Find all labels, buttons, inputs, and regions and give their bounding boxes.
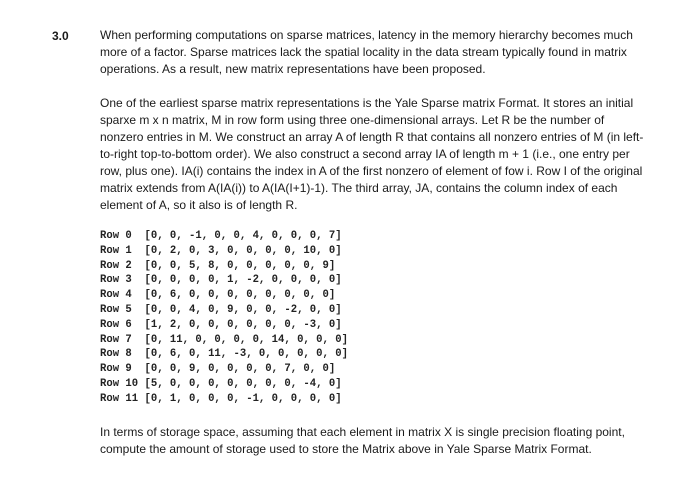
question-body: [100, 27, 645, 458]
question-number: 3.0: [52, 29, 69, 43]
storage-question-paragraph: In terms of storage space, assuming that each element in matrix X is single precision floating point, compute the amount of storage used to store the Matrix above in Yale Sparse Matrix Format.: [100, 424, 625, 456]
matrix-row: Row 4 [0, 6, 0, 0, 0, 0, 0, 0, 0, 0]: [100, 289, 336, 302]
matrix-row: Row 3 [0, 0, 0, 0, 1, -2, 0, 0, 0, 0]: [100, 274, 342, 287]
matrix-row: Row 6 [1, 2, 0, 0, 0, 0, 0, 0, -3, 0]: [100, 318, 342, 331]
matrix-row: Row 9 [0, 0, 9, 0, 0, 0, 0, 7, 0, 0]: [100, 363, 336, 376]
matrix-row: Row 7 [0, 11, 0, 0, 0, 0, 14, 0, 0, 0]: [100, 333, 348, 346]
intro-paragraph: When performing computations on sparse matrices, latency in the memory hierarchy becomes much more of a factor. Sparse matrices lack the spatial locality in the data stream typically found in matrix operations. As a result, new matrix representations have been proposed.: [100, 28, 633, 76]
matrix-row: Row 10 [5, 0, 0, 0, 0, 0, 0, 0, -4, 0]: [100, 377, 342, 390]
sparse-matrix: [100, 229, 645, 407]
yale-format-paragraph: One of the earliest sparse matrix representations is the Yale Sparse matrix Format. It stores an initial sparxe m x n matrix, M in row form using three one-dimensional arrays. Let R be the number of nonzero entries in M. We construct an array A of length R that contains all nonzero entries of M (in left-to-right top-to-bottom order). We also construct a second array IA of length m + 1 (i.e., one entry per row, plus one). IA(i) contains the index in A of the first nonzero of element of fow i. Row I of the original matrix extends from A(IA(i)) to A(IA(I+1)-1). The third array, JA, contains the column index of each element of A, so it also is of length R.: [100, 96, 644, 212]
matrix-row: Row 5 [0, 0, 4, 0, 9, 0, 0, -2, 0, 0]: [100, 303, 342, 316]
matrix-row: Row 11 [0, 1, 0, 0, 0, -1, 0, 0, 0, 0]: [100, 392, 342, 405]
matrix-row: Row 2 [0, 0, 5, 8, 0, 0, 0, 0, 0, 9]: [100, 259, 336, 272]
matrix-row: Row 8 [0, 6, 0, 11, -3, 0, 0, 0, 0, 0]: [100, 348, 348, 361]
matrix-row: Row 0 [0, 0, -1, 0, 0, 4, 0, 0, 0, 7]: [100, 230, 342, 242]
matrix-row: Row 1 [0, 2, 0, 3, 0, 0, 0, 0, 10, 0]: [100, 244, 342, 257]
